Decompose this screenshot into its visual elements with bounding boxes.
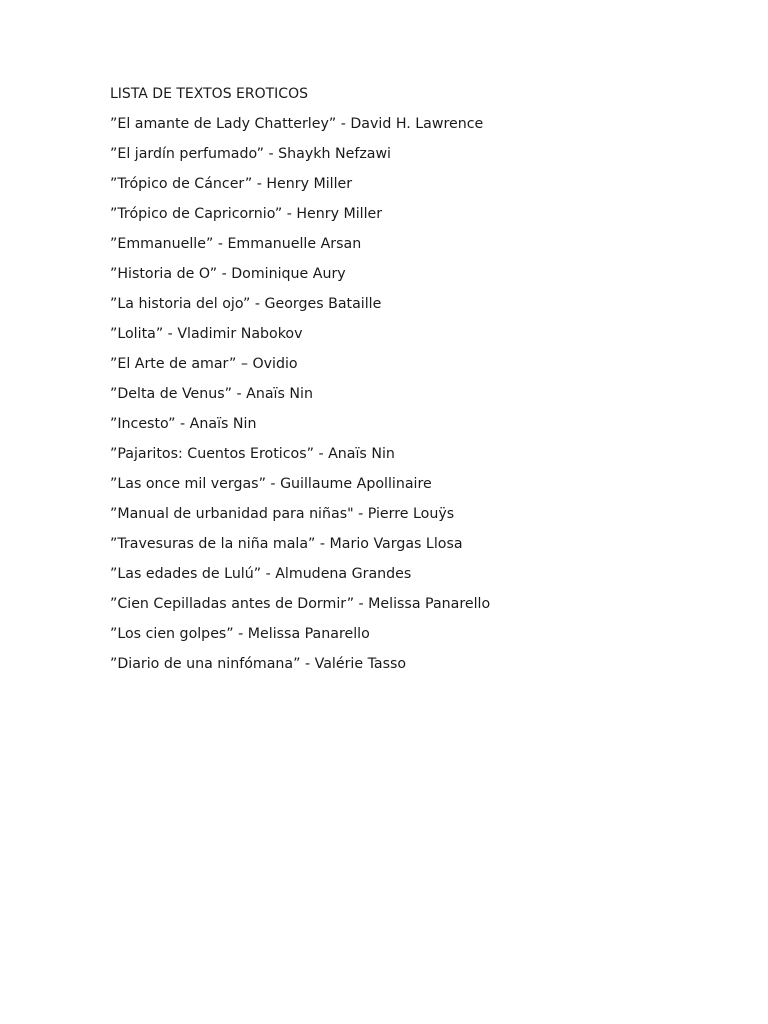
list-item: ”Trópico de Cáncer” - Henry Miller [110,176,353,192]
list-item: ”Las edades de Lulú” - Almudena Grandes [110,566,412,582]
list-item: ”La historia del ojo” - Georges Bataille [110,296,382,312]
list-item: ”Incesto” - Anaïs Nin [110,416,257,432]
list-item: ”Delta de Venus” - Anaïs Nin [110,386,313,402]
list-item: ”Lolita” - Vladimir Nabokov [110,326,303,342]
list-item: ”Diario de una ninfómana” - Valérie Tasso [110,656,407,672]
list-item: ”Pajaritos: Cuentos Eroticos” - Anaïs Nin [110,446,395,462]
list-item: ”Los cien golpes” - Melissa Panarello [110,626,370,642]
list-item: ”Cien Cepilladas antes de Dormir” - Melissa Panarello [110,596,491,612]
book-list [110,114,730,674]
list-item: ”Trópico de Capricornio” - Henry Miller [110,206,383,222]
list-item: ”El amante de Lady Chatterley” - David H. Lawrence [110,116,484,132]
document-body [110,84,730,684]
list-item: ”El Arte de amar” – Ovidio [110,356,298,372]
list-item: ”Emmanuelle” - Emmanuelle Arsan [110,236,362,252]
document-title: LISTA DE TEXTOS EROTICOS [110,86,308,102]
list-item: ”Historia de O” - Dominique Aury [110,266,346,282]
list-item: ”Travesuras de la niña mala” - Mario Vargas Llosa [110,536,463,552]
list-item: ”Manual de urbanidad para niñas" - Pierre Louÿs [110,506,455,522]
list-item: ”El jardín perfumado” - Shaykh Nefzawi [110,146,391,162]
list-item: ”Las once mil vergas” - Guillaume Apollinaire [110,476,432,492]
